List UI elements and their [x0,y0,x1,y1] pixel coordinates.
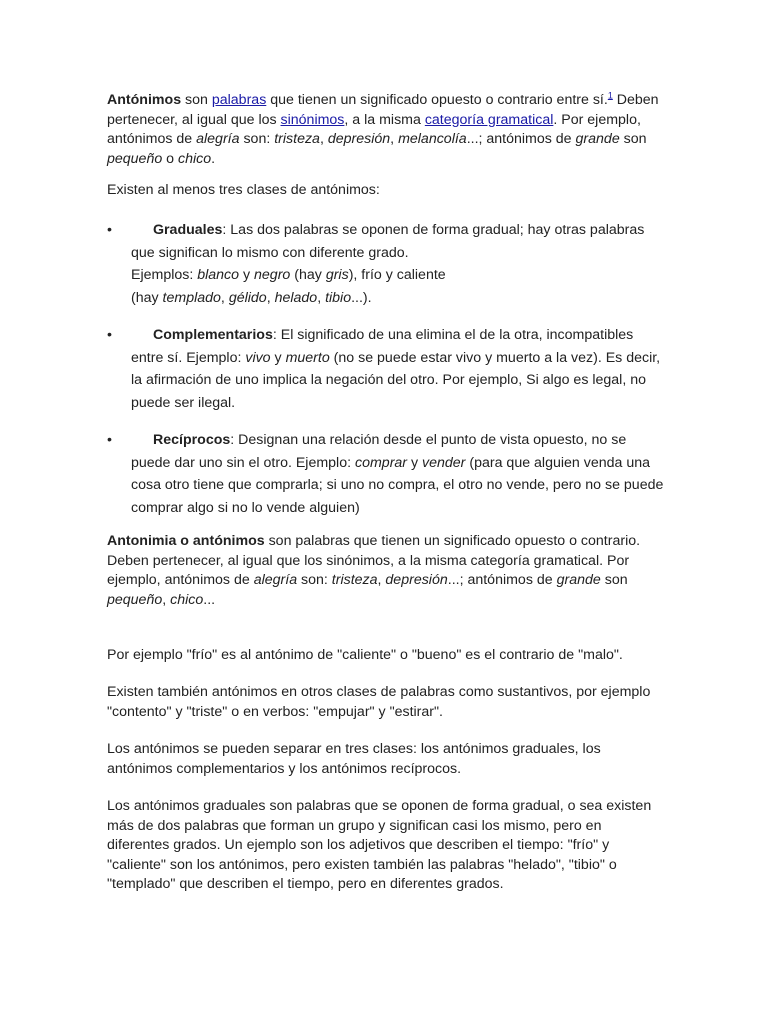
link-sinonimos[interactable]: sinónimos [280,111,345,128]
term-reciprocos: Recíprocos [153,432,231,448]
classes-intro-paragraph: Existen al menos tres clases de antónimos: [107,182,380,198]
bullet-icon: • [107,222,112,238]
three-classes-paragraph: Los antónimos se pueden separar en tres clases: los antónimos graduales, los antónimos complementarios y los antónimos recíprocos. [107,741,601,777]
bullet-icon: • [107,327,112,343]
link-palabras[interactable]: palabras [211,92,267,108]
list-item-complementarios [107,324,667,414]
term-antonimia: Antonimia o antónimos [107,533,265,549]
list-item-reciprocos [107,429,667,519]
list-item-body: Graduales: Las dos palabras se oponen de forma gradual; hay otras palabras que significan lo mismo con diferente grado. Ejemplos: blanco y negro (hay gris), frío y caliente (hay templado, gélido, helado, tibio...). [131,222,645,306]
link-categoria-gramatical[interactable]: categoría gramatical [424,111,554,128]
other-classes-paragraph: Existen también antónimos en otros clases de palabras como sustantivos, por ejemplo "contento" y "triste" o en verbos: "empujar" y "estirar". [107,684,651,720]
intro-paragraph: Antónimos son palabras que tienen un significado opuesto o contrario entre sí.$^1$ Deben pertenecer, al igual que los sinónimos, a la misma categoría gramatical. Por ejemplo, antónimos de alegría son: tristeza, depresión, melancolía...; antónimos de grande son pequeño o chico. [107,90,659,167]
list-item-body: Recíprocos: Designan una relación desde el punto de vista opuesto, no se puede dar uno sin el otro. Ejemplo: comprar y vender (para que alguien venda una cosa otro tiene que comprarla; si uno no compra, el otro no vende, pero no se puede comprar algo si no lo vende alguien) [131,432,664,516]
term-antonimos: Antónimos [107,92,182,108]
graduales-explanation-paragraph: Los antónimos graduales son palabras que se oponen de forma gradual, o sea existen más de dos palabras que forman un grupo y significan casi los mismo, pero en diferentes grados. Un ejemplo son los adjetivos que describen el tiempo: "frío" y "caliente" son los antónimos, pero existen también las palabras "helado", "tibio" o "templado" que describen el tiempo, pero en diferentes grados. [107,798,652,892]
list-item-graduales [107,219,667,309]
bullet-icon: • [107,432,112,448]
antonimia-paragraph: Antonimia o antónimos son palabras que tienen un significado opuesto o contrario. Deben pertenecer, al igual que los sinónimos, a la misma categoría gramatical. Por ejemplo, antónimos de alegría son: tristeza, depresión...; antónimos de grande son pequeño, chico... [107,533,641,608]
term-complementarios: Complementarios [153,327,273,343]
list-item-body: Complementarios: El significado de una elimina el de la otra, incompatibles entre sí. Ejemplo: vivo y muerto (no se puede estar vivo y muerto a la vez). Es decir, la afirmación de uno implica la negación del otro. Por ejemplo, Si algo es legal, no puede ser ilegal. [131,327,661,411]
footnote-1-link[interactable]: 1 [607,90,613,101]
frio-example-paragraph: Por ejemplo "frío" es al antónimo de "caliente" o "bueno" es el contrario de "malo". [107,647,623,663]
term-graduales: Graduales [153,222,223,238]
